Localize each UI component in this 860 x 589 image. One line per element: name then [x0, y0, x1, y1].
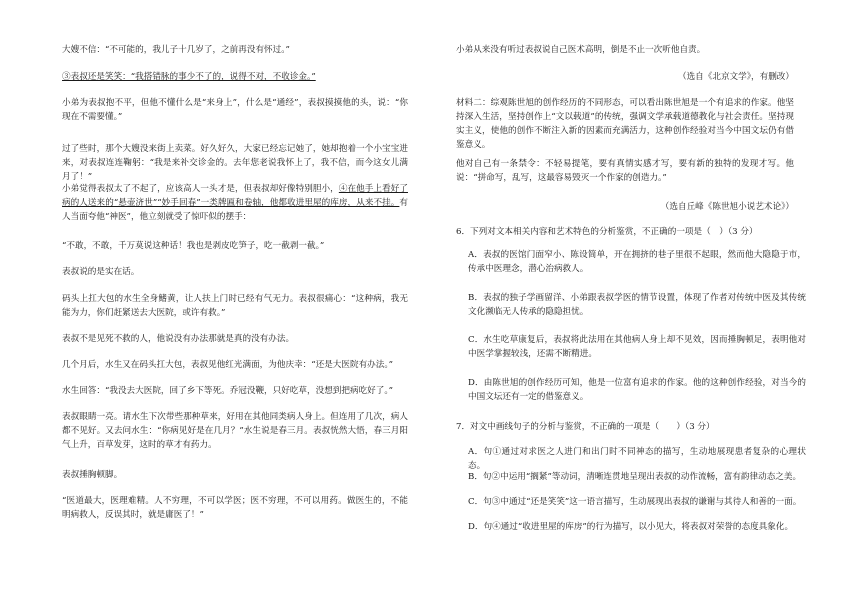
material-two: 材料二：综观陈世旭的创作经历的不同形态，可以看出陈世旭是一个有追求的作家。他坚持深入生活，坚持创作上“文以载道”的传统，强调文学承载道德教化与社会责任。坚持现实主义，使他的创作不断注入新的因素而充满活力，这种创作经验对当今中国文坛仍有借鉴意义。 — [456, 98, 794, 150]
paragraph-with-underline — [62, 182, 408, 224]
option-7b: B．句②中运用“搁紧”等动词，清晰连贯地呈现出表叔的动作流畅，富有韵律动态之美。 — [468, 472, 802, 482]
paragraph: 水生回答：“我没去大医院，回了乡下等死。乔冠没鞭，只好吃草，没想到把病吃好了。” — [62, 386, 394, 396]
option-6a: A．表叔的医馆门面窄小、陈设简单，开在拥挤的巷子里很不起眼，然而他大隐隐于市，传承中医理念，潜心治病救人。 — [468, 250, 806, 274]
text-span: 有人当面夸他“神医”，他立刻就受了惊吓似的摆手： — [62, 198, 408, 222]
question-7: 7．对文中画线句子的分析与鉴赏，不正确的一项是（ ）（3 分） — [456, 422, 715, 432]
paragraph: 表叔不是见死不救的人，他说没有办法那就是真的没有办法。 — [62, 334, 295, 344]
paragraph: 几个月后，水生又在码头扛大包，表叔见他红光满面，为他庆幸：“还是大医院有办法。” — [62, 360, 394, 370]
paragraph: 表叔捶胸顿脚。 — [62, 470, 123, 480]
paragraph: 他对自己有一条禁令：不轻易提笔，要有真情实感才写，要有新的独特的发现才写。他说：“拼命写，乱写，这最容易毁灭一个作家的创造力。” — [456, 159, 794, 183]
paragraph: 大嫂不信：“不可能的，我儿子十几岁了，之前再没有怀过。” — [62, 45, 290, 55]
paragraph: 码头上扛大包的水生全身鳍黄，让人扶上门时已经有气无力。表叔很痛心：“这种病，我无能为力，你们赶紧送去大医院，或许有救。” — [62, 294, 408, 318]
paragraph: 过了些时，那个大嫂没来街上卖菜。好久好久，大家已经忘记她了，她却抱着一个小宝宝进来，对表叔连连鞠躬：“我是来补交诊金的。去年您老说我怀上了，我不信，而今这女儿满月了！” — [62, 144, 408, 182]
option-6d: D．由陈世旭的创作经历可知，他是一位富有追求的作家。他的这种创作经验，对当今的中国文坛还有一定的借鉴意义。 — [468, 378, 806, 402]
underlined-sentence-4: ④在他手上看好了病的人送来的“悬壶济世”“妙手回春”一类牌匾和卷轴，他都收进里屋的库房，从来不挂。 — [62, 184, 408, 208]
source-citation: （选自《北京文学》，有删改） — [677, 72, 794, 82]
paragraph: 小弟从来没有听过表叔说自己医术高明，倒是不止一次听他自责。 — [456, 45, 706, 55]
option-7a: A．句①通过对求医之人进门和出门时不同神态的描写，生动地展现患者复杂的心理状态。 — [468, 447, 806, 471]
source-citation: （选自丘峰《陈世旭小说艺术论》） — [660, 202, 794, 212]
option-6b: B．表叔的独子学画留洋、小弟跟表叔学医的情节设置，体现了作者对传统中医及其传统文化濒临无人传承的隐隐担忧。 — [468, 293, 806, 317]
paragraph: “医道最大，医理难精。人不穷理，不可以学医；医不穷理，不可以用药。做医生的，不能明病救人，反误其时，就是庸医了！” — [62, 496, 408, 520]
option-7c: C．句③中通过“还是笑笑”这一语言描写，生动展现出表叔的谦谢与其待人和善的一面。 — [468, 497, 802, 507]
paragraph: “不敢，不敢，千万莫说这种话！我也是剥皮吃笋子，吃一截剥一截。” — [62, 241, 325, 251]
paragraph: 表叔眼睛一亮。请水生下次带些那种草来，好用在其他同类病人身上。但连用了几次，病人都不见好。又去问水生：“你病见好是在几月？”水生说是春三月。表叔恍然大悟，春三月阳气上升，百草发芽，这时的草才有药力。 — [62, 412, 408, 450]
paragraph: 小弟为表叔抱不平，但他不懂什么是“来身上”，什么是“通经”，表叔摸摸他的头，说：“你现在不需要懂。” — [62, 98, 408, 122]
paragraph: 表叔说的是实在话。 — [62, 267, 140, 277]
option-7d: D．句④通过“收进里屋的库房”的行为描写，以小见大，将表叔对荣誉的态度具象化。 — [468, 522, 794, 532]
underlined-sentence-3: ③表叔还是笑笑：“我搭错脉的事少不了的，说得不对，不收诊金。” — [62, 72, 316, 82]
text-span: 小弟觉得表叔太了不起了，应该高人一头才是，但表叔却好像特别胆小， — [62, 184, 339, 194]
question-6: 6．下列对文本相关内容和艺术特色的分析鉴赏，不正确的一项是（ ）（3 分） — [456, 227, 758, 237]
option-6c: C．水生吃草康复后，表叔将此法用在其他病人身上却不见效，因而捶胸顿足，表明他对中医学掌握较浅，还需不断精进。 — [468, 335, 806, 359]
